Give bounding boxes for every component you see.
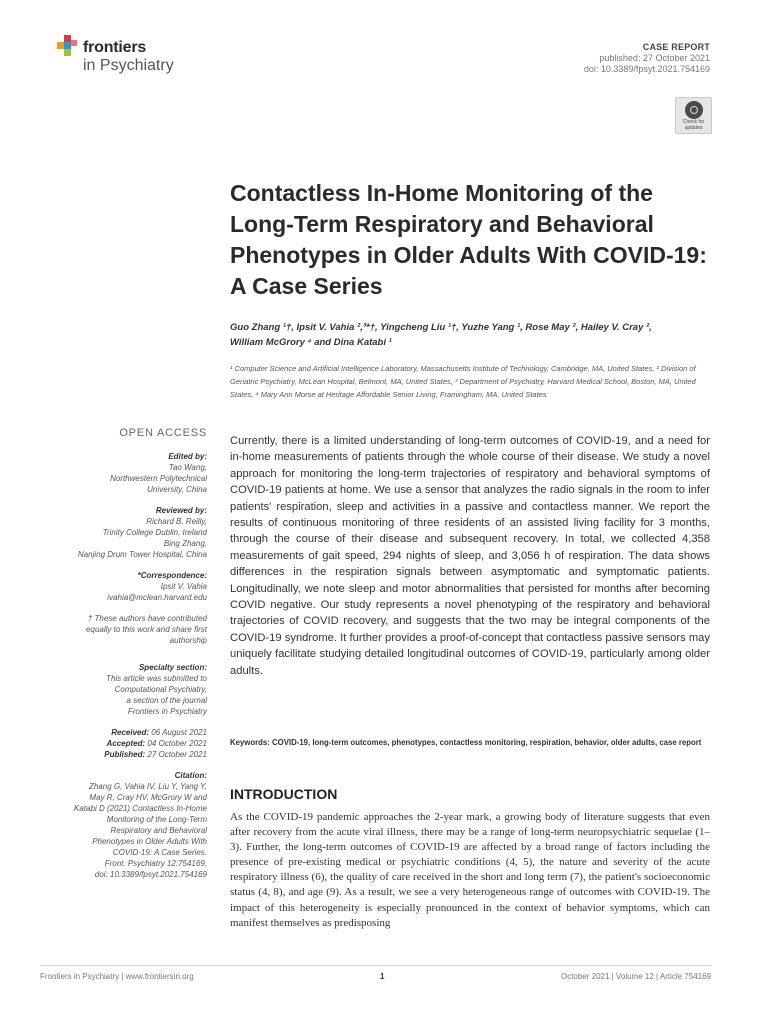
- accepted-date: Accepted: 04 October 2021: [106, 739, 207, 748]
- citation-doi[interactable]: doi: 10.3389/fpsyt.2021.754169: [94, 870, 207, 879]
- section-heading-introduction: INTRODUCTION: [230, 786, 338, 802]
- reviewer-affiliation: Trinity College Dublin, Ireland: [102, 528, 207, 537]
- open-access-label: OPEN ACCESS: [119, 427, 207, 439]
- citation-line: COVID-19: A Case Series.: [112, 848, 207, 857]
- authors-line-1[interactable]: Guo Zhang ¹†, Ipsit V. Vahia ²,³*†, Yingcheng Liu ¹†, Yuzhe Yang ¹, Rose May ², Hailey V. Cray ²,: [230, 322, 652, 333]
- correspondence-label: *Correspondence:: [137, 571, 207, 580]
- footer-issue-info: October 2021 | Volume 12 | Article 754169: [560, 972, 711, 981]
- updates-label: updates: [684, 124, 703, 131]
- correspondence-email[interactable]: ivahia@mclean.harvard.edu: [107, 593, 207, 602]
- crossmark-icon: [685, 101, 703, 119]
- check-for-updates-button[interactable]: [675, 97, 712, 134]
- journal-logo[interactable]: [57, 33, 197, 79]
- footer-divider: [40, 965, 712, 966]
- reviewer-name: Richard B. Reilly,: [146, 517, 207, 526]
- article-doi[interactable]: doi: 10.3389/fpsyt.2021.754169: [583, 64, 710, 74]
- editor-affiliation: Northwestern Polytechnical: [110, 474, 207, 483]
- reviewer-name: Bing Zhang,: [163, 539, 207, 548]
- published-date-sidebar: Published: 27 October 2021: [104, 750, 207, 759]
- citation-label: Citation:: [174, 771, 207, 780]
- specialty-text: Frontiers in Psychiatry: [127, 707, 207, 716]
- reviewer-affiliation: Nanjing Drum Tower Hospital, China: [77, 550, 207, 559]
- citation-line: Monitoring of the Long-Term: [106, 815, 207, 824]
- specialty-text: Computational Psychiatry,: [114, 685, 207, 694]
- published-date: published: 27 October 2021: [599, 53, 710, 63]
- specialty-section-label: Specialty section:: [138, 663, 207, 672]
- citation-line: Phenotypes in Older Adults With: [92, 837, 207, 846]
- editor-name: Tao Wang,: [168, 463, 207, 472]
- specialty-text: This article was submitted to: [106, 674, 207, 683]
- brand-name: frontiers: [83, 39, 147, 56]
- page-number: 1: [380, 972, 385, 981]
- citation-line: May R, Cray HV, McGrory W and: [89, 793, 207, 802]
- article-title: Contactless In-Home Monitoring of the Long-Term Respiratory and Behavioral Phenotypes in Older Adults With COVID-19: A Case Series: [230, 180, 707, 299]
- citation-line: Front. Psychiatry 12:754169.: [104, 859, 207, 868]
- article-info-sidebar: [40, 428, 207, 880]
- affiliations: ¹ Computer Science and Artificial Intelligence Laboratory, Massachusetts Institute of Technology, Cambridge, MA, United States, ² Division of Geriatric Psychiatry, McLean Hospital, Belmont, MA, United States, ³ Department of Psychiatry, Harvard Medical School, Boston, MA, United States, ⁴ Mary Ann Morse at Heritage Affordable Senior Living, Framingham, MA, United States: [230, 364, 696, 399]
- received-date: Received: 06 August 2021: [111, 728, 207, 737]
- citation-line: Zhang G, Vahia IV, Liu Y, Yang Y,: [88, 782, 207, 791]
- article-type: CASE REPORT: [642, 42, 710, 52]
- article-header-meta: [584, 42, 710, 75]
- equal-contribution-note: authorship: [169, 636, 207, 645]
- check-for-label: Check for: [682, 119, 705, 125]
- introduction-text: As the COVID-19 pandemic approaches the 2-year mark, a growing body of literature suggests that even after recovery from the acute viral illness, there may be a range of long-term neuropsychiatric sequelae (1–3). Further, the long-term outcomes of COVID-19 are affected by a broad range of factors including the presence of pre-existing medical or psychiatric conditions (4, 5), the nature and severity of the acute respiratory illness (6), the quality of care received in the short and long term (7), the patient's socioeconomic status (4, 8), and age (9). As a result, we see a very heterogeneous range of outcomes with COVID-19. The impact of this heterogeneity is especially pronounced in the context of behavior symptoms, which can manifest themselves as predisposing: [230, 811, 710, 929]
- citation-line: Respiratory and Behavioral: [110, 826, 207, 835]
- footer-journal-link[interactable]: Frontiers in Psychiatry | www.frontiersin.org: [40, 972, 194, 981]
- reviewed-by-label: Reviewed by:: [155, 506, 207, 515]
- equal-contribution-note: equally to this work and share first: [86, 625, 207, 634]
- abstract-text: Currently, there is a limited understanding of long-term outcomes of COVID-19, and a need for in-home measurements of patients through the whole course of their disease. We study a novel approach for monitoring the long-term trajectories of respiratory and behavioral symptoms of COVID-19 patients at home. We use a sensor that analyzes the radio signals in the room to infer patients' respiration, sleep and activities in a passive and contactless manner. We report the results of continuous monitoring of three residents of an assisted living facility for 3 months, through the course of their disease and subsequent recovery. In total, we collected 4,358 measurements of gait speed, 294 nights of sleep, and 3,056 h of respiration. The data shows differences in the respiration signals between asymptomatic and symptomatic patients. Longitudinally, we note sleep and motor abnormalities that persisted for months after becoming COVID negative. Our study represents a novel phenotyping of the respiratory and behavioral trajectories of COVID recovery, and suggests that the two may be integral components of the COVID-19 syndrome. It further provides a proof-of-concept that contactless passive sensors may uniquely facilitate studying detailed longitudinal outcomes of COVID-19, particularly among older adults.: [230, 435, 710, 677]
- correspondence-name: Ipsit V. Vahia: [160, 582, 207, 591]
- editor-affiliation: University, China: [147, 485, 207, 494]
- edited-by-label: Edited by:: [168, 452, 207, 461]
- equal-contribution-note: † These authors have contributed: [87, 614, 207, 623]
- journal-name: in Psychiatry: [83, 57, 174, 74]
- author-list: [230, 320, 720, 350]
- specialty-text: a section of the journal: [126, 696, 207, 705]
- keywords: Keywords: COVID-19, long-term outcomes, phenotypes, contactless monitoring, respiration, behavior, older adults, case report: [230, 738, 702, 747]
- citation-line: Katabi D (2021) Contactless In-Home: [74, 804, 207, 813]
- authors-line-2[interactable]: William McGrory ⁴ and Dina Katabi ¹: [230, 337, 392, 348]
- frontiers-logo-icon: [57, 35, 79, 59]
